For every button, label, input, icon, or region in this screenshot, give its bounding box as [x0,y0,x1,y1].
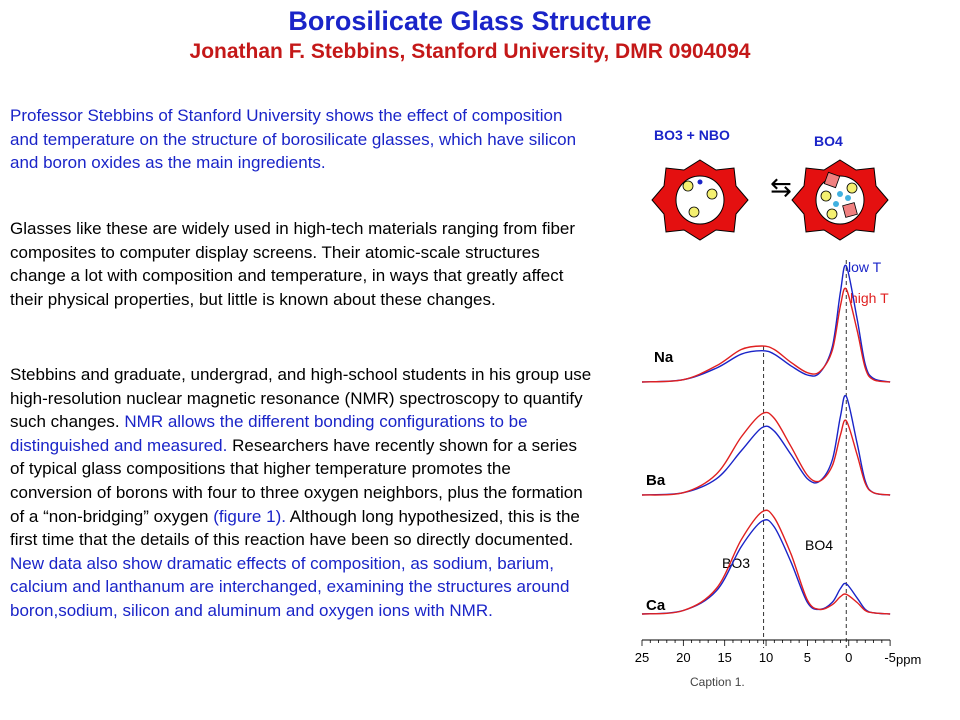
research-text-4: Although long hypothesized, this is the first time that the details of this reaction have been so directly documented. [10,506,580,550]
x-tick-label: 0 [845,650,853,665]
research-text-3: Researchers have recently shown for a series of typical glass compositions that higher temperature promotes the conversion of borons with four to three oxygen neighbors, plus the formation of a “non-bridging” oxygen [10,435,583,526]
research-text-2: NMR allows the different bonding configurations to be distinguished and measured. [10,412,528,455]
bo3-nbo-structure-icon [652,160,748,240]
intro-paragraph: Professor Stebbins of Stanford University shows the effect of composition and temperature on the structure of borosilicate glasses, which have silicon and boron oxides as the main ingredients. [10,106,577,173]
nmr-spectra [642,265,890,614]
bo4-annotation: BO4 [805,537,834,553]
x-axis-label: ppm [896,652,922,667]
spectrum-ba-low-t [642,396,890,495]
page-subtitle: Jonathan F. Stebbins, Stanford University, DMR 0904094 [189,40,751,63]
legend-low-t: low T [848,259,882,275]
bo3-nbo-label: BO3 + NBO [654,127,730,143]
page-title: Borosilicate Glass Structure [288,6,652,36]
bo3-annotation: BO3 [722,555,751,571]
legend-high-t: high T [850,290,889,306]
x-axis [635,640,896,665]
spectrum-ca-high-t [642,510,890,614]
research-text-1: Stebbins and graduate, undergrad, and high-school students in his group use high-resolution nuclear magnetic resonance (NMR) spectroscopy to quantify such changes. [10,365,592,432]
x-tick-label: 10 [758,650,774,665]
x-tick-label: 25 [634,650,650,665]
x-tick-label: 15 [717,650,732,665]
spectrum-na-low-t [642,265,890,382]
equilibrium-arrow-icon: ⇆ [770,172,792,202]
bo4-structure-icon [792,160,888,240]
spectrum-ca-low-t [642,520,890,614]
figure-reference-link: (figure 1). [213,506,286,526]
panel-label-ca: Ca [646,597,666,614]
applications-paragraph: Glasses like these are widely used in high-tech materials ranging from fiber composites to computer display screens. Their atomic-scale structures change a lot with composition and temperature, in ways that greatly affect their physical properties, but little is known about these changes. [10,219,576,309]
research-paragraph [10,363,595,623]
x-tick-label: 20 [676,650,691,665]
panel-label-na: Na [654,349,674,366]
figure-caption: Caption 1. [690,675,745,689]
nmr-figure [600,100,960,720]
x-tick-label: 5 [803,650,812,665]
x-tick-label: -5 [884,650,896,665]
bo4-label: BO4 [814,133,843,149]
research-text-5: New data also show dramatic effects of composition, as sodium, barium, calcium and lanthanum are interchanged, examining the structures around boron,sodium, silicon and aluminum and oxygen ions with NMR. [10,553,570,620]
panel-label-ba: Ba [646,472,666,489]
